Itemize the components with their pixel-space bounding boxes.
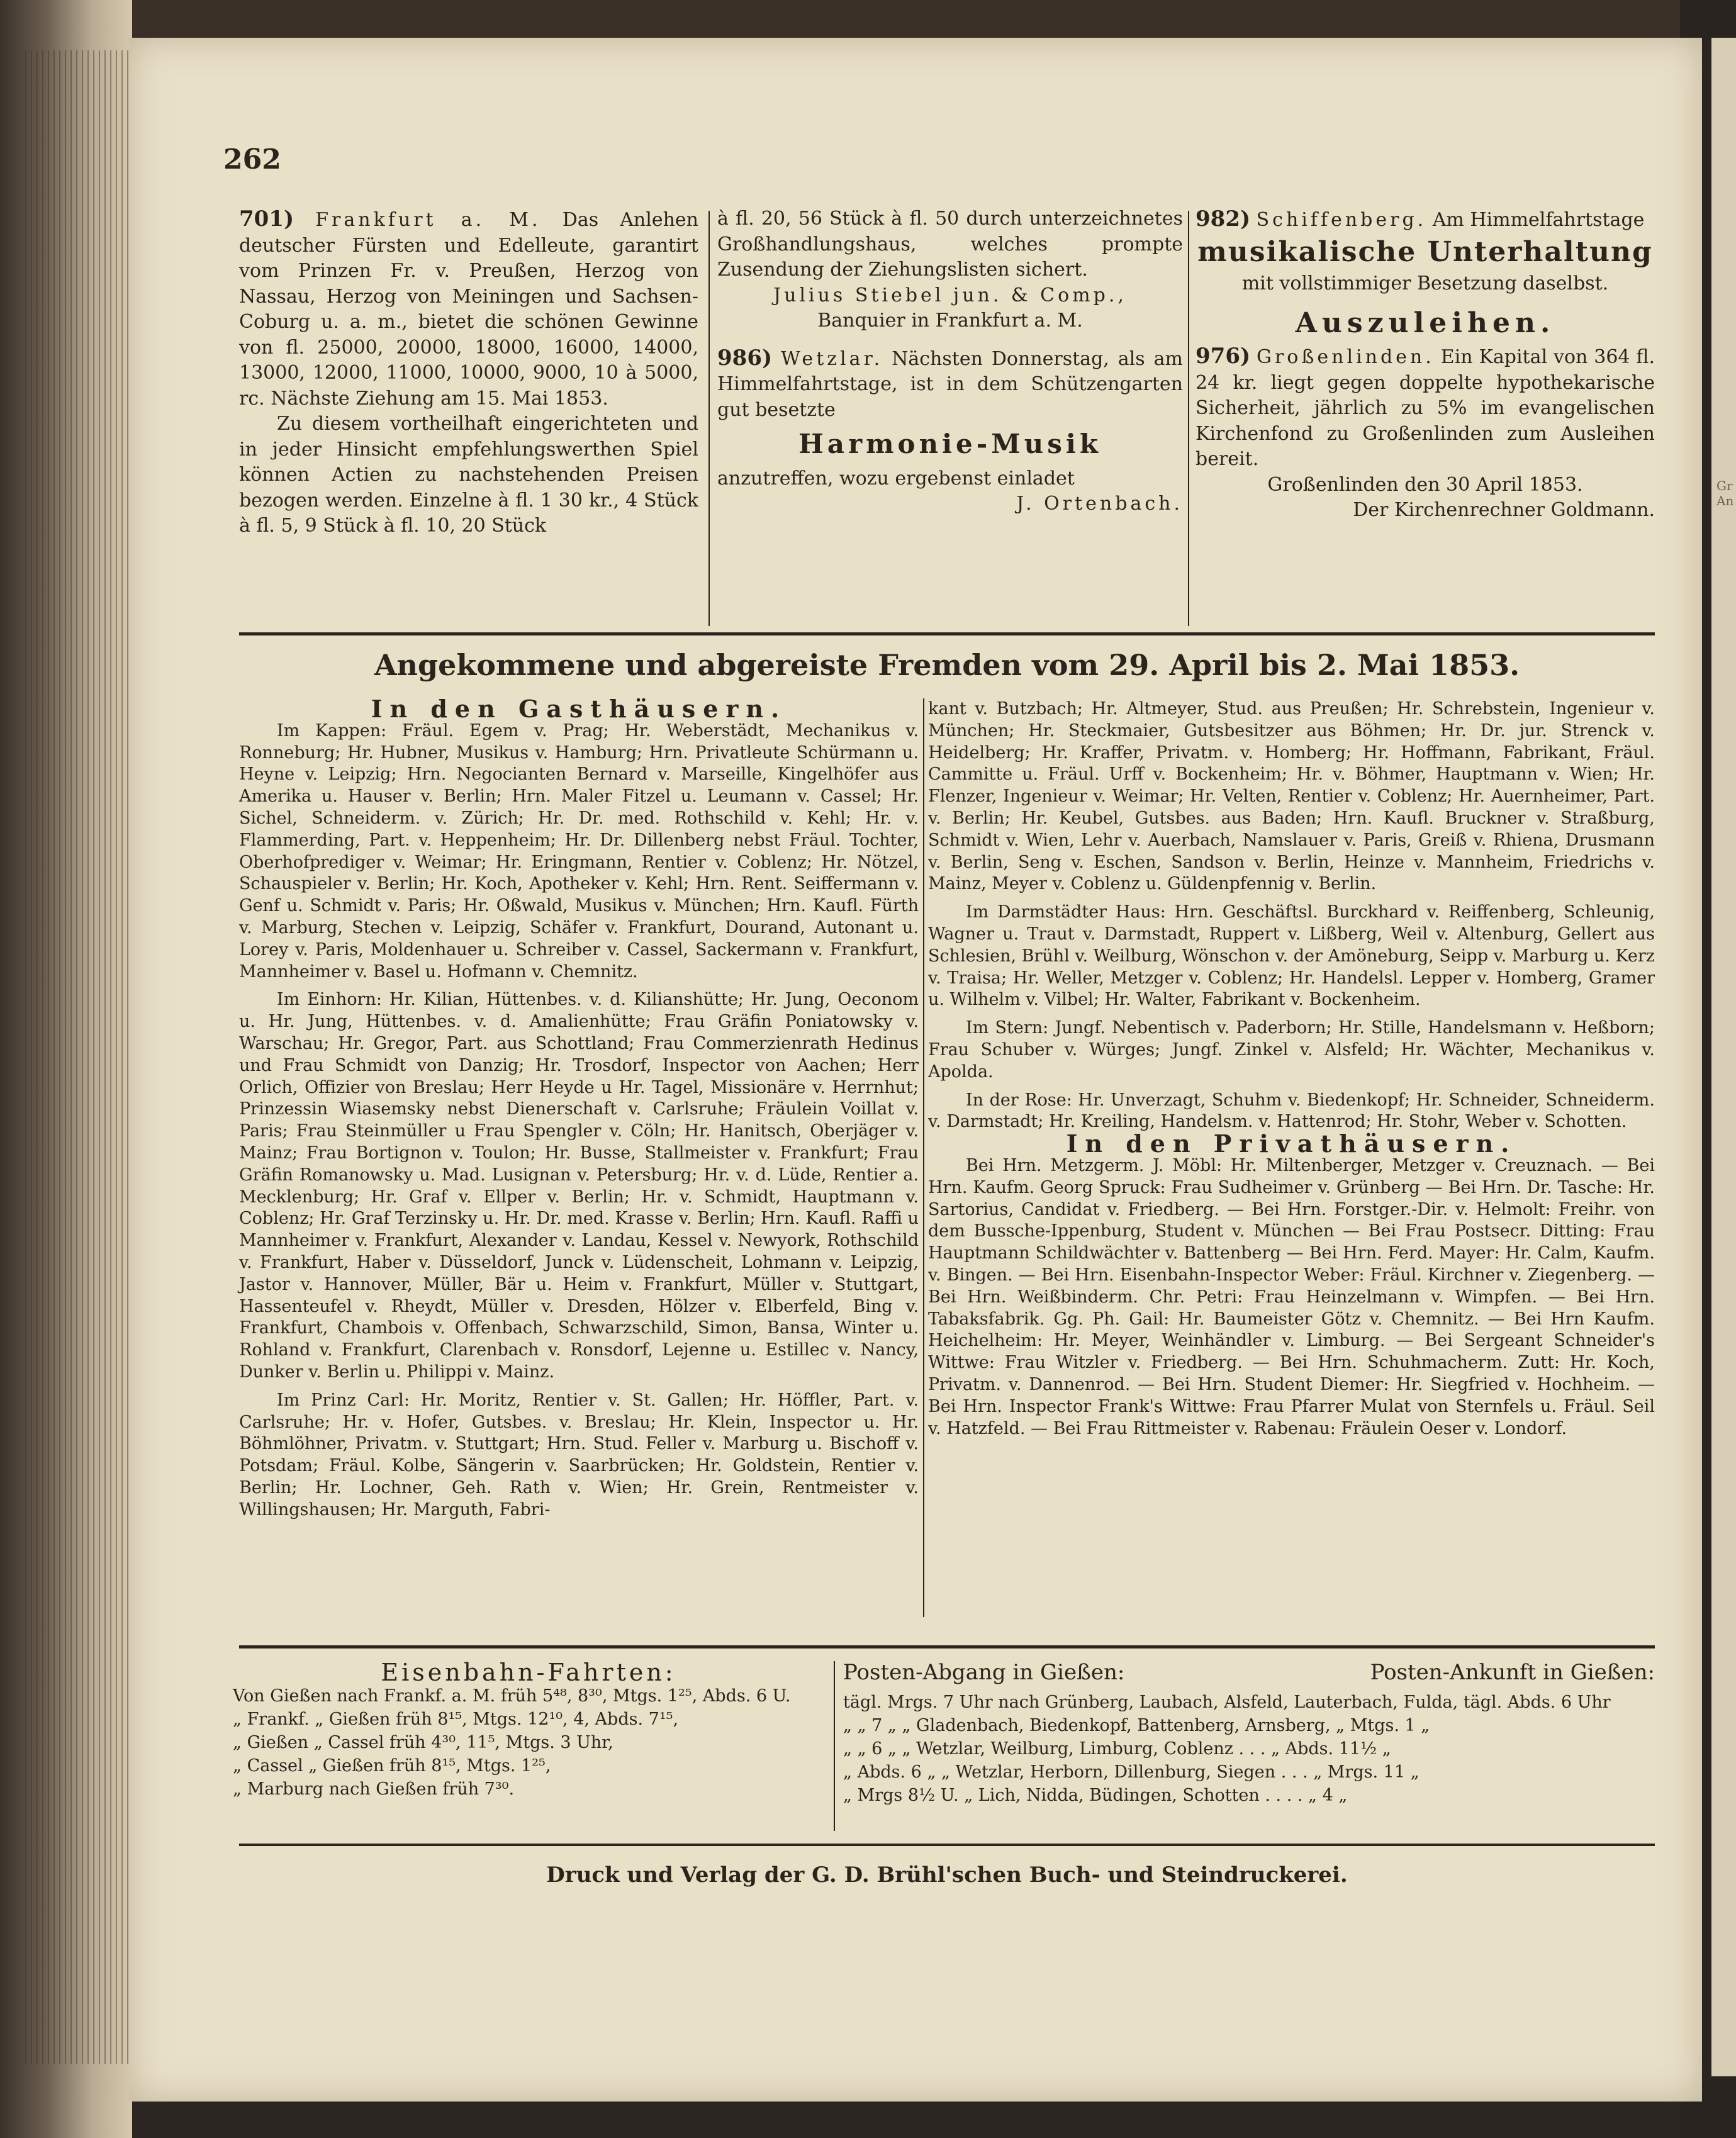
printer-imprint: Druck und Verlag der G. D. Brühl'schen Buch- und Steindruckerei. bbox=[546, 1862, 1348, 1888]
railway-heading: Eisenbahn-Fahrten: bbox=[381, 1659, 676, 1686]
post-row: „ „ 6 „ „ Wetzlar, Weilburg, Limburg, Coblenz . . . „ Abds. 11½ „ bbox=[843, 1739, 1391, 1759]
arrivals-column-1 bbox=[239, 695, 919, 1521]
section-rule-bottom bbox=[239, 1844, 1655, 1846]
gasthaeuser-heading: In den Gasthäusern. bbox=[371, 695, 787, 723]
privathaeuser-heading: In den Privathäusern. bbox=[1066, 1129, 1517, 1158]
railway-row: „ Cassel „ Gießen früh 8¹⁵, Mtgs. 1²⁵, bbox=[233, 1756, 551, 1776]
page-number: 262 bbox=[223, 143, 281, 176]
post-row: „ „ 7 „ „ Gladenbach, Biedenkopf, Battenberg, Arnsberg, „ Mtgs. 1 „ bbox=[843, 1716, 1430, 1735]
auszuleihen-heading: Auszuleihen. bbox=[1295, 306, 1555, 339]
post-row: tägl. Mrgs. 7 Uhr nach Grünberg, Laubach, Alsfeld, Lauterbach, Fulda, tägl. Abds. 6 Uhr bbox=[843, 1693, 1611, 1712]
column-divider-2 bbox=[1188, 211, 1189, 626]
ad-701-continued: à fl. 20, 56 Stück à fl. 50 durch unterzeichnetes Großhandlungshaus, welches prompte Zusendung der Ziehungslisten sichert. bbox=[717, 208, 1183, 281]
signature-ortenbach: J. Ortenbach. bbox=[1016, 493, 1183, 515]
ad-column-3 bbox=[1196, 206, 1655, 523]
stern-list: Im Stern: Jungf. Nebentisch v. Paderborn; Hr. Stille, Handelsmann v. Heßborn; Frau Schuber v. Würges; Jungf. Zinkel v. Alsfeld; Hr. Wächter, Mechanikus v. Apolda. bbox=[928, 1018, 1655, 1082]
post-row: „ Mrgs 8½ U. „ Lich, Nidda, Büdingen, Schotten . . . . „ 4 „ bbox=[843, 1786, 1348, 1805]
post-headings bbox=[843, 1661, 1655, 1684]
ad-column-2 bbox=[717, 206, 1183, 517]
signature-stiebel: Julius Stiebel jun. & Comp., bbox=[773, 284, 1127, 306]
post-arrival-heading: Posten-Ankunft in Gießen: bbox=[1370, 1660, 1655, 1685]
railway-row: „ Frankf. „ Gießen früh 8¹⁵, Mtgs. 12¹⁰, 4, Abds. 7¹⁵, bbox=[233, 1710, 679, 1729]
ad-986: 986) Wetzlar. Nächsten Donnerstag, als am Himmelfahrtstage, ist in dem Schützengarten gut besetzte bbox=[717, 345, 1183, 421]
post-departure-heading: Posten-Abgang in Gießen: bbox=[843, 1660, 1125, 1685]
ad-701-text: Zu diesem vortheilhaft eingerichteten und in jeder Hinsicht empfehlungswerthen Spiel können Actien zu nachstehenden Preisen bezogen werden. Einzelne à fl. 1 30 kr., 4 Stück à fl. 5, 9 Stück à fl. 10, 20 Stück bbox=[239, 413, 698, 537]
post-row: „ Abds. 6 „ „ Wetzlar, Herborn, Dillenburg, Siegen . . . „ Mrgs. 11 „ bbox=[843, 1762, 1420, 1782]
rose-list: In der Rose: Hr. Unverzagt, Schuhm v. Biedenkopf; Hr. Schneider, Schneiderm. v. Darmstadt; Hr. Kreiling, Handelsm. v. Hattenrod; Hr. Stohr, Weber v. Schotten. bbox=[928, 1090, 1655, 1132]
ad-976-date: Großenlinden den 30 April 1853. bbox=[1267, 473, 1583, 496]
ad-982-text: mit vollstimmiger Besetzung daselbst. bbox=[1241, 272, 1609, 294]
ad-701: 701) Frankfurt a. M. Das Anlehen deutscher Fürsten und Edelleute, garantirt vom Prinzen Fr. v. Preußen, Herzog von Nassau, Herzog von Meiningen und Sachsen-Coburg u. a. m., bietet die schönen Gewinne von fl. 25000, 20000, 18000, 16000, 14000, 13000, 12000, 11000, 10000, 9000, 10 à 5000, rc. Nächste Ziehung am 15. Mai 1853. bbox=[239, 206, 698, 410]
next-page-sliver bbox=[1711, 38, 1736, 2076]
section-rule-middle bbox=[239, 1645, 1655, 1648]
column-divider-1 bbox=[708, 211, 710, 626]
ad-986-text: anzutreffen, wozu ergebenst einladet bbox=[717, 467, 1075, 490]
signature-banquier: Banquier in Frankfurt a. M. bbox=[817, 310, 1083, 332]
ad-column-1 bbox=[239, 206, 698, 539]
prinz-carl-list: Im Prinz Carl: Hr. Moritz, Rentier v. St. Gallen; Hr. Höffler, Part. v. Carlsruhe; Hr. v. Hofer, Gutsbes. v. Breslau; Hr. Klein, Inspector u. Hr. Böhmlöhner, Privatm. v. Stuttgart; Hrn. Stud. Feller v. Marburg u. Bischoff v. Potsdam; Fräul. Kolbe, Sängerin v. Saarbrücken; Hr. Goldstein, Rentier v. Berlin; Hr. Lochner, Geh. Rath v. Wien; Hr. Grein, Rentmeister v. Willingshausen; Hr. Marguth, Fabri- bbox=[239, 1390, 919, 1520]
ad-982: 982) Schiffenberg. Am Himmelfahrtstage bbox=[1196, 206, 1645, 232]
railway-row: „ Marburg nach Gießen früh 7³⁰. bbox=[233, 1779, 515, 1799]
railway-row: Von Gießen nach Frankf. a. M. früh 5⁴⁸, 8³⁰, Mtgs. 1²⁵, Abds. 6 U. bbox=[233, 1686, 791, 1706]
darmstaedter-haus-list: Im Darmstädter Haus: Hrn. Geschäftsl. Burckhard v. Reiffenberg, Schleunig, Wagner u. Traut v. Darmstadt, Ruppert v. Lißberg, Weil v. Altenburg, Gellert aus Schlesien, Brühl v. Weilburg, Wönschon v. der Amöneburg, Seipp v. Marburg u. Kerz v. Traisa; Hr. Weller, Metzger v. Coblenz; Hr. Handelsl. Lepper v. Homberg, Gramer u. Wilhelm v. Vilbel; Hr. Walter, Fabrikant v. Bockenheim. bbox=[928, 902, 1655, 1010]
book-page-edges bbox=[0, 0, 132, 2138]
arrivals-column-2 bbox=[928, 698, 1655, 1440]
prinz-carl-continued: kant v. Butzbach; Hr. Altmeyer, Stud. aus Preußen; Hr. Schrebstein, Ingenieur v. München; Hr. Steckmaier, Gutsbesitzer aus Böhmen; Hr. Dr. jur. Strenck v. Heidelberg; Hr. Kraffer, Privatm. v. Homberg; Hr. Hoffmann, Fabrikant, Fräul. Cammitte u. Fräul. Urff v. Bockenheim; Hr. v. Böhmer, Hauptmann v. Wien; Hr. Flenzer, Ingenieur v. Weimar; Hr. Velten, Rentier v. Coblenz; Hr. Auernheimer, Part. v. Berlin; Hr. Keubel, Gutsbes. aus Baden; Hrn. Kaufl. Bruckner v. Straßburg, Schmidt v. Wien, Lehr v. Auerbach, Namslauer v. Paris, Greiß v. Rhiena, Drusmann v. Berlin, Seng v. Eschen, Sandson v. Berlin, Heinze v. Mannheim, Friedrichs v. Mainz, Meyer v. Coblenz u. Güldenpfennig v. Berlin. bbox=[928, 699, 1655, 894]
railway-schedule bbox=[233, 1661, 824, 1801]
einhorn-list: Im Einhorn: Hr. Kilian, Hüttenbes. v. d. Kilianshütte; Hr. Jung, Oeconom u. Hr. Jung, Hüttenbes. v. d. Amalienhütte; Frau Gräfin Poniatowsky v. Warschau; Hr. Gregor, Part. aus Schottland; Frau Commerzienrath Hedinus und Frau Schmidt von Danzig; Hr. Trosdorf, Inspector von Aachen; Herr Orlich, Offizier von Breslau; Herr Heyde u Hr. Tagel, Missionäre v. Herrnhut; Prinzessin Wiasemsky nebst Dienerschaft v. Carlsruhe; Fräulein Voillat v. Paris; Frau Steinmüller u Frau Spengler v. Cöln; Hr. Hanitsch, Oberjäger v. Mainz; Frau Bortignon v. Toulon; Hr. Busse, Stallmeister v. Frankfurt; Frau Gräfin Romanowsky u. Mad. Lusignan v. Petersburg; Hr. v. d. Lüde, Rentier a. Mecklenburg; Hr. Graf v. Ellper v. Berlin; Hr. v. Schmidt, Hauptmann v. Coblenz; Hr. Graf Terzinsky u. Hr. Dr. med. Krasse v. Berlin; Hrn. Kaufl. Raffi u Mannheimer v. Frankfurt, Alexander v. Landau, Kessel v. Newyork, Rothschild v. Frankfurt, Haber v. Düsseldorf, Junck v. Lüdenscheit, Lohmann v. Leipzig, Jastor v. Hannover, Müller, Bär u. Heim v. Frankfurt, Müller v. Stuttgart, Hassenteufel v. Rheydt, Müller v. Dresden, Hölzer v. Elberfeld, Bing v. Frankfurt, Chambois v. Offenbach, Schwarzschild, Simon, Bansa, Winter u. Rohland v. Frankfurt, Clarenbach v. Ronsdorf, Lejenne u. Estillec v. Nancy, Dunker v. Berlin u. Philippi v. Mainz. bbox=[239, 990, 919, 1382]
next-page-fragment: Gr An bbox=[1716, 478, 1734, 508]
arrivals-divider bbox=[923, 698, 924, 1617]
arrivals-title: Angekommene und abgereiste Fremden vom 29. April bis 2. Mai 1853. bbox=[374, 648, 1520, 682]
section-rule-top bbox=[239, 632, 1655, 635]
post-schedule bbox=[843, 1661, 1655, 1807]
musik-unterhaltung-heading: musikalische Unterhaltung bbox=[1197, 235, 1653, 268]
schedule-divider bbox=[834, 1661, 835, 1831]
signature-goldmann: Der Kirchenrechner Goldmann. bbox=[1353, 499, 1655, 521]
railway-row: „ Gießen „ Cassel früh 4³⁰, 11⁵, Mtgs. 3 Uhr, bbox=[233, 1733, 613, 1752]
privathaeuser-list: Bei Hrn. Metzgerm. J. Möbl: Hr. Miltenberger, Metzger v. Creuznach. — Bei Hrn. Kaufm. Georg Spruck: Frau Sudheimer v. Grünberg — Bei Hrn. Dr. Tasche: Hr. Sartorius, Candidat v. Friedberg. — Bei Hrn. Forstger.-Dir. v. Helmolt: Freihr. von dem Bussche-Ippenburg, Student v. München — Bei Frau Postsecr. Ditting: Frau Hauptmann Schildwächter v. Battenberg — Bei Hrn. Ferd. Mayer: Hr. Calm, Kaufm. v. Bingen. — Bei Hrn. Eisenbahn-Inspector Weber: Fräul. Kirchner v. Ziegenberg. — Bei Hrn. Weißbinderm. Chr. Petri: Frau Heinzelmann v. Wimpfen. — Bei Hrn. Tabaksfabrik. Gg. Ph. Gail: Hr. Baumeister Götz v. Chemnitz. — Bei Hrn Kaufm. Heichelheim: Hr. Meyer, Weinhändler v. Limburg. — Bei Sergeant Schneider's Wittwe: Frau Witzler v. Friedberg. — Bei Hrn. Schuhmacherm. Zutt: Hr. Koch, Privatm. v. Dannenrod. — Bei Hrn. Student Diemer: Hr. Siegfried v. Hochheim. — Bei Hrn. Inspector Frank's Wittwe: Frau Pfarrer Mulat von Sternfels u. Fräul. Seil v. Hatzfeld. — Bei Frau Rittmeister v. Rabenau: Fräulein Oeser v. Londorf. bbox=[928, 1155, 1655, 1438]
harmonie-musik-heading: Harmonie-Musik bbox=[798, 428, 1102, 459]
ad-976: 976) Großenlinden. Ein Kapital von 364 fl. 24 kr. liegt gegen doppelte hypothekarische Sicherheit, jährlich zu 5% im evangelischen Kirchenfond zu Großenlinden zum Ausleihen bereit. bbox=[1196, 344, 1655, 470]
kappen-list: Im Kappen: Fräul. Egem v. Prag; Hr. Weberstädt, Mechanikus v. Ronneburg; Hr. Hubner, Musikus v. Hamburg; Hrn. Privatleute Schürmann u. Heyne v. Leipzig; Hrn. Negocianten Bernard v. Marseille, Kingelhöfer aus Amerika u. Hauser v. Berlin; Hrn. Maler Fitzel u. Leumann v. Cassel; Hr. Sichel, Schneiderm. v. Zürich; Hr. Dr. med. Rothschild v. Kehl; Hr. v. Flammerding, Part. v. Heppenheim; Hr. Dr. Dillenberg nebst Fräul. Tochter, Oberhofprediger v. Weimar; Hr. Eringmann, Rentier v. Coblenz; Hr. Nötzel, Schauspieler v. Berlin; Hr. Koch, Apotheker v. Kehl; Hrn. Rent. Seiffermann v. Genf u. Schmidt v. Paris; Hr. Oßwald, Musikus v. München; Hrn. Kaufl. Fürth v. Marburg, Stechen v. Leipzig, Schäfer v. Frankfurt, Dourand, Autonant u. Lorey v. Paris, Moldenhauer u. Schreiber v. Cassel, Sackermann v. Frankfurt, Mannheimer v. Basel u. Hofmann v. Chemnitz. bbox=[239, 720, 919, 982]
page-stack-lines bbox=[25, 50, 132, 2064]
